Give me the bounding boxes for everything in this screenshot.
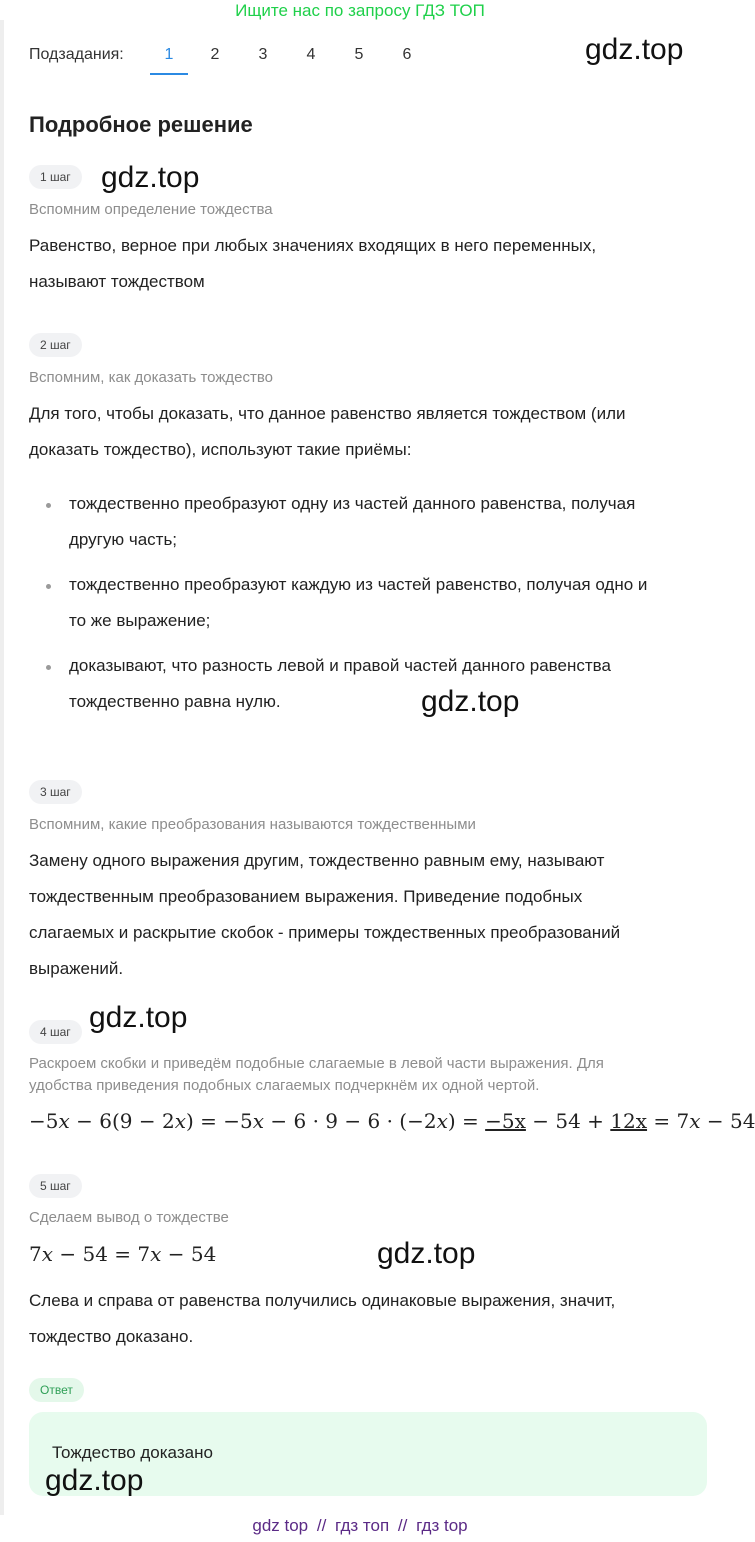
step-2-text-line: доказать тождество), используют такие приёмы: (29, 440, 412, 459)
step-5-formula: 7x − 54 = 7x − 54 (29, 1242, 217, 1266)
step-4-badge: 4 шаг (29, 1020, 82, 1044)
watermark: gdz.top (377, 1237, 476, 1270)
subtasks-label: Подзадания: (29, 46, 124, 63)
tab-subtask-5[interactable]: 5 (354, 46, 364, 63)
footer-separator: // (316, 1516, 327, 1535)
step-5-badge: 5 шаг (29, 1174, 82, 1198)
tab-subtask-1[interactable]: 1 (164, 46, 174, 63)
step-1-subtitle: Вспомним определение тождества (29, 201, 273, 218)
watermark: gdz.top (89, 1001, 188, 1034)
step-3-badge: 3 шаг (29, 780, 82, 804)
bullet-item-line: доказывают, что разность левой и правой частей данного равенства (69, 656, 611, 675)
watermark: gdz.top (421, 685, 520, 718)
step-5-text-line: тождество доказано. (29, 1327, 194, 1346)
step-2-subtitle: Вспомним, как доказать тождество (29, 369, 273, 386)
step-3-subtitle: Вспомним, какие преобразования называются тождественными (29, 816, 476, 833)
bullet-item-line: тождественно равна нулю. (69, 692, 281, 711)
footer-link[interactable]: гдз топ (335, 1516, 390, 1535)
step-1-text-line: Равенство, верное при любых значениях входящих в него переменных, (29, 236, 597, 255)
bullet-item-line: то же выражение; (69, 611, 211, 630)
watermark: gdz.top (45, 1464, 144, 1497)
step-4-formula: −5x − 6(9 − 2x) = −5x − 6 · 9 − 6 · (−2x) = −5x − 54 + 12x = 7x − 54 (29, 1109, 755, 1133)
bullet-item-line: другую часть; (69, 530, 178, 549)
footer-separator: // (397, 1516, 408, 1535)
tab-subtask-3[interactable]: 3 (258, 46, 268, 63)
top-banner[interactable]: Ищите нас по запросу ГДЗ ТОП (235, 1, 485, 20)
step-1-badge: 1 шаг (29, 165, 82, 189)
step-5-subtitle: Сделаем вывод о тождестве (29, 1209, 229, 1226)
step-2-badge: 2 шаг (29, 333, 82, 357)
bullet-item-line: тождественно преобразуют одну из частей данного равенства, получая (69, 494, 636, 513)
tab-subtask-4[interactable]: 4 (306, 46, 316, 63)
bullet-item-line: тождественно преобразуют каждую из частей равенство, получая одно и (69, 575, 648, 594)
underlined-term: −5x (485, 1109, 526, 1133)
step-3-text-line: выражений. (29, 959, 124, 978)
content-left-border (0, 20, 4, 1515)
tab-subtask-6[interactable]: 6 (402, 46, 412, 63)
step-5-text-line: Слева и справа от равенства получились одинаковые выражения, значит, (29, 1291, 616, 1310)
footer-links (0, 1516, 720, 1536)
step-3-text-line: Замену одного выражения другим, тождественно равным ему, называют (29, 851, 605, 870)
bullet-dot (46, 584, 51, 589)
step-2-text-line: Для того, чтобы доказать, что данное равенство является тождеством (или (29, 404, 626, 423)
step-4-subtitle-line: Раскроем скобки и приведём подобные слагаемые в левой части выражения. Для (29, 1055, 604, 1072)
step-3-text-line: слагаемых и раскрытие скобок - примеры тождественных преобразований (29, 923, 621, 942)
active-tab-indicator (150, 73, 188, 75)
step-1-text-line: называют тождеством (29, 272, 205, 291)
section-title: Подробное решение (29, 112, 253, 137)
footer-link[interactable]: гдз top (416, 1516, 468, 1535)
underlined-term: 12x (610, 1109, 648, 1133)
step-4-subtitle-line: удобства приведения подобных слагаемых подчеркнём их одной чертой. (29, 1077, 540, 1094)
tab-subtask-2[interactable]: 2 (210, 46, 220, 63)
bullet-dot (46, 503, 51, 508)
footer-link[interactable]: gdz top (252, 1516, 309, 1535)
answer-text: Тождество доказано (52, 1443, 213, 1462)
answer-badge: Ответ (29, 1378, 84, 1402)
watermark: gdz.top (101, 161, 200, 194)
bullet-dot (46, 665, 51, 670)
watermark: gdz.top (585, 33, 684, 66)
step-3-text-line: тождественным преобразованием выражения. Приведение подобных (29, 887, 583, 906)
